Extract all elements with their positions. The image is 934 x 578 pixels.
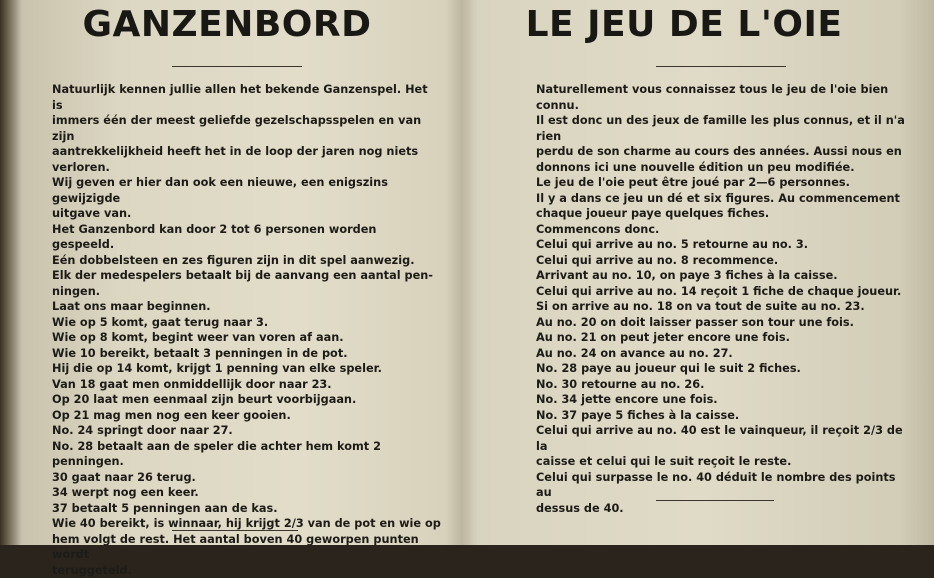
text-line: Si on arrive au no. 18 on va tout de suite au no. 23. [536,299,906,315]
text-line: teruggeteld. [52,563,442,578]
text-line: Il est donc un des jeux de famille les plus connus, et il n'a rien [536,113,906,144]
text-line: Wie 10 bereikt, betaalt 3 penningen in de pot. [52,346,442,362]
title-divider [172,66,302,67]
text-line: Celui qui surpasse le no. 40 déduit le nombre des points au [536,470,906,501]
text-line: Celui qui arrive au no. 8 recommence. [536,253,906,269]
text-line: ningen. [52,284,442,300]
text-line: Arrivant au no. 10, on paye 3 fiches à la caisse. [536,268,906,284]
text-line: Au no. 20 on doit laisser passer son tour une fois. [536,315,906,331]
text-line: dessus de 40. [536,501,906,517]
text-line: Commencons donc. [536,222,906,238]
text-line: Il y a dans ce jeu un dé et six figures. Au commencement [536,191,906,207]
text-line: Au no. 21 on peut jeter encore une fois. [536,330,906,346]
text-line: No. 24 springt door naar 27. [52,423,442,439]
text-line: Op 21 mag men nog een keer gooien. [52,408,442,424]
footer-divider [172,530,298,531]
rules-text-french [536,82,906,516]
title-divider [656,66,786,67]
text-line: 37 betaalt 5 penningen aan de kas. [52,501,442,517]
text-line: Elk der medespelers betaalt bij de aanvang een aantal pen- [52,268,442,284]
text-line: uitgave van. [52,206,442,222]
text-line: No. 34 jette encore une fois. [536,392,906,408]
text-line: perdu de son charme au cours des années. Aussi nous en [536,144,906,160]
left-page-dutch [0,0,462,545]
text-line: Wie 40 bereikt, is winnaar, hij krijgt 2/3 van de pot en wie op [52,516,442,532]
text-line: Op 20 laat men eenmaal zijn beurt voorbijgaan. [52,392,442,408]
text-line: immers één der meest geliefde gezelschapsspelen en van zijn [52,113,442,144]
text-line: Natuurlijk kennen jullie allen het bekende Ganzenspel. Het is [52,82,442,113]
text-line: donnons ici une nouvelle édition un peu modifiée. [536,160,906,176]
rules-text-dutch [52,82,442,578]
text-line: No. 28 betaalt aan de speler die achter hem komt 2 penningen. [52,439,442,470]
text-line: No. 37 paye 5 fiches à la caisse. [536,408,906,424]
text-line: Het Ganzenbord kan door 2 tot 6 personen worden gespeeld. [52,222,442,253]
text-line: 30 gaat naar 26 terug. [52,470,442,486]
text-line: Celui qui arrive au no. 40 est le vainqueur, il reçoit 2/3 de la [536,423,906,454]
text-line: Celui qui arrive au no. 5 retourne au no. 3. [536,237,906,253]
page-title-ganzenbord: GANZENBORD [0,4,458,45]
text-line: Au no. 24 on avance au no. 27. [536,346,906,362]
text-line: Celui qui arrive au no. 14 reçoit 1 fiche de chaque joueur. [536,284,906,300]
text-line: 34 werpt nog een keer. [52,485,442,501]
text-line: Eén dobbelsteen en zes figuren zijn in dit spel aanwezig. [52,253,442,269]
text-line: Hij die op 14 komt, krijgt 1 penning van elke speler. [52,361,442,377]
text-line: Van 18 gaat men onmiddellijk door naar 23. [52,377,442,393]
text-line: hem volgt de rest. Het aantal boven 40 geworpen punten wordt [52,532,442,563]
text-line: verloren. [52,160,442,176]
right-page-french [470,0,934,545]
text-line: Wij geven er hier dan ook een nieuwe, een enigszins gewijzigde [52,175,442,206]
text-line: Naturellement vous connaissez tous le jeu de l'oie bien connu. [536,82,906,113]
footer-divider [656,500,774,501]
page-title-le-jeu-de-loie: LE JEU DE L'OIE [452,4,916,45]
text-line: aantrekkelijkheid heeft het in de loop der jaren nog niets [52,144,442,160]
text-line: Le jeu de l'oie peut être joué par 2—6 personnes. [536,175,906,191]
text-line: Wie op 5 komt, gaat terug naar 3. [52,315,442,331]
text-line: caisse et celui qui le suit reçoit le reste. [536,454,906,470]
text-line: Wie op 8 komt, begint weer van voren af aan. [52,330,442,346]
text-line: No. 28 paye au joueur qui le suit 2 fiches. [536,361,906,377]
text-line: No. 30 retourne au no. 26. [536,377,906,393]
text-line: Laat ons maar beginnen. [52,299,442,315]
text-line: chaque joueur paye quelques fiches. [536,206,906,222]
